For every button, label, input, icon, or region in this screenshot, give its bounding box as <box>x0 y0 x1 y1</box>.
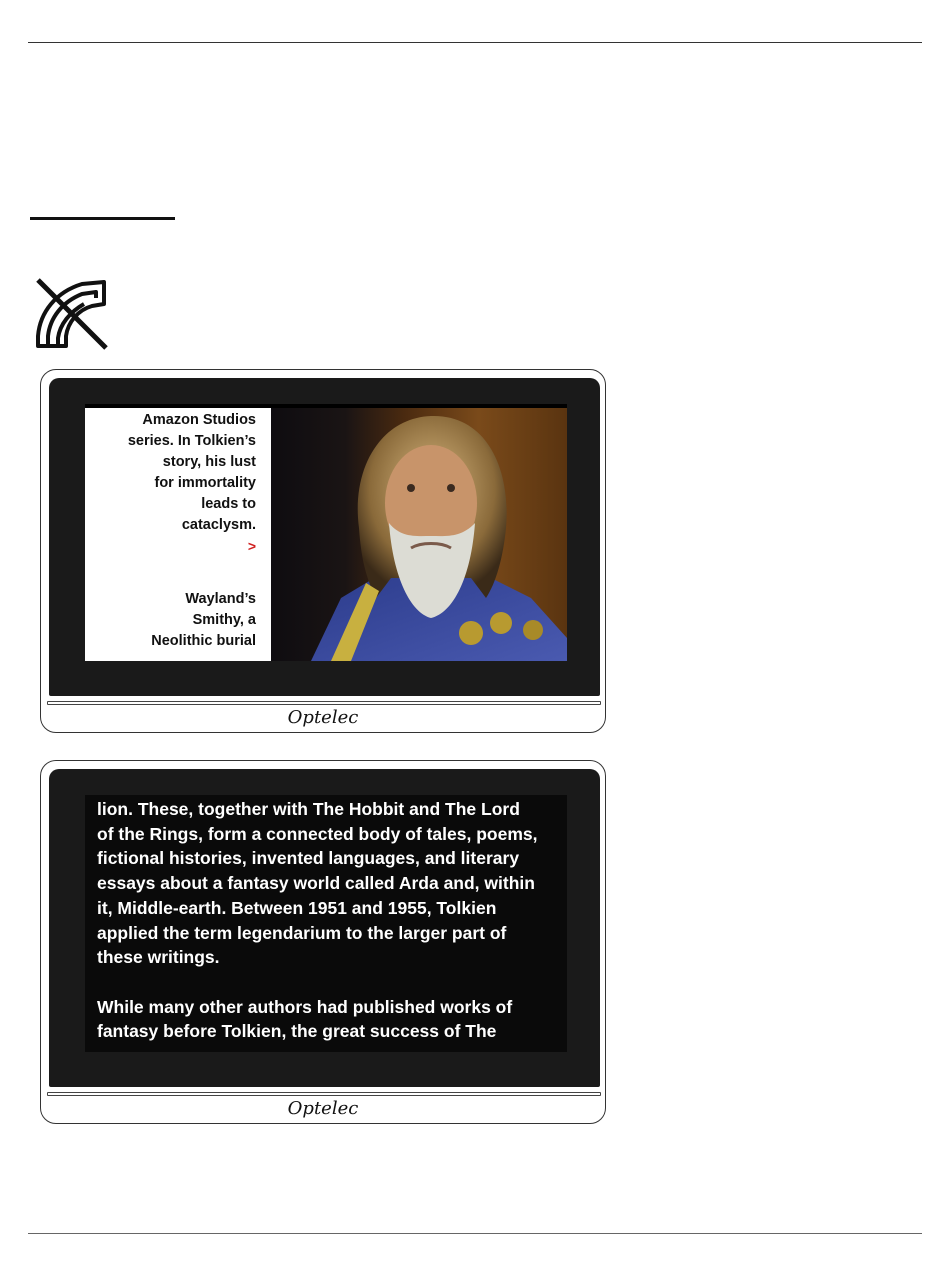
screen-line: leads to <box>201 496 256 512</box>
screen-line: Neolithic burial <box>151 633 256 649</box>
magnifier-device-1 <box>40 369 606 733</box>
bezel-divider <box>47 701 601 705</box>
no-touch-icon <box>32 276 110 352</box>
device-bezel <box>49 378 600 696</box>
screen-line: of the Rings, form a connected body of tales, poems, <box>97 823 538 844</box>
bezel-divider <box>47 1092 601 1096</box>
screen-line: fictional histories, invented languages, and literary <box>97 848 520 869</box>
bottom-rule <box>28 1233 922 1234</box>
magnified-text <box>97 797 567 1044</box>
top-rule <box>28 42 922 43</box>
device-bezel <box>49 769 600 1087</box>
screen-line: Wayland’s <box>185 591 256 607</box>
read-more-arrow: > <box>247 538 256 554</box>
screen-line: it, Middle-earth. Between 1951 and 1955, Tolkien <box>97 897 497 918</box>
magnified-text-column <box>85 408 271 661</box>
screen-line: for immortality <box>154 475 256 491</box>
brand-label: Optelec <box>287 1098 359 1119</box>
device-screen <box>85 795 567 1052</box>
screen-line: Smithy, a <box>192 612 256 628</box>
screen-line: fantasy before Tolkien, the great success of The <box>97 1021 497 1042</box>
screen-line: story, his lust <box>162 454 256 470</box>
screen-line: cataclysm. <box>181 517 256 533</box>
magnifier-device-2 <box>40 760 606 1124</box>
screen-line: applied the term legendarium to the larger part of <box>97 922 507 943</box>
device-screen <box>85 404 567 661</box>
screen-line: Amazon Studios <box>142 412 256 428</box>
screen-line: these writings. <box>97 947 220 968</box>
brand-label: Optelec <box>287 707 359 728</box>
portrait-photo <box>271 408 567 661</box>
screen-line: While many other authors had published works of <box>97 996 513 1017</box>
screen-line: series. In Tolkien’s <box>127 433 256 449</box>
section-rule <box>30 217 175 220</box>
screen-line: lion. These, together with The Hobbit and The Lord <box>97 799 520 819</box>
screen-line: essays about a fantasy world called Arda and, within <box>97 873 535 894</box>
